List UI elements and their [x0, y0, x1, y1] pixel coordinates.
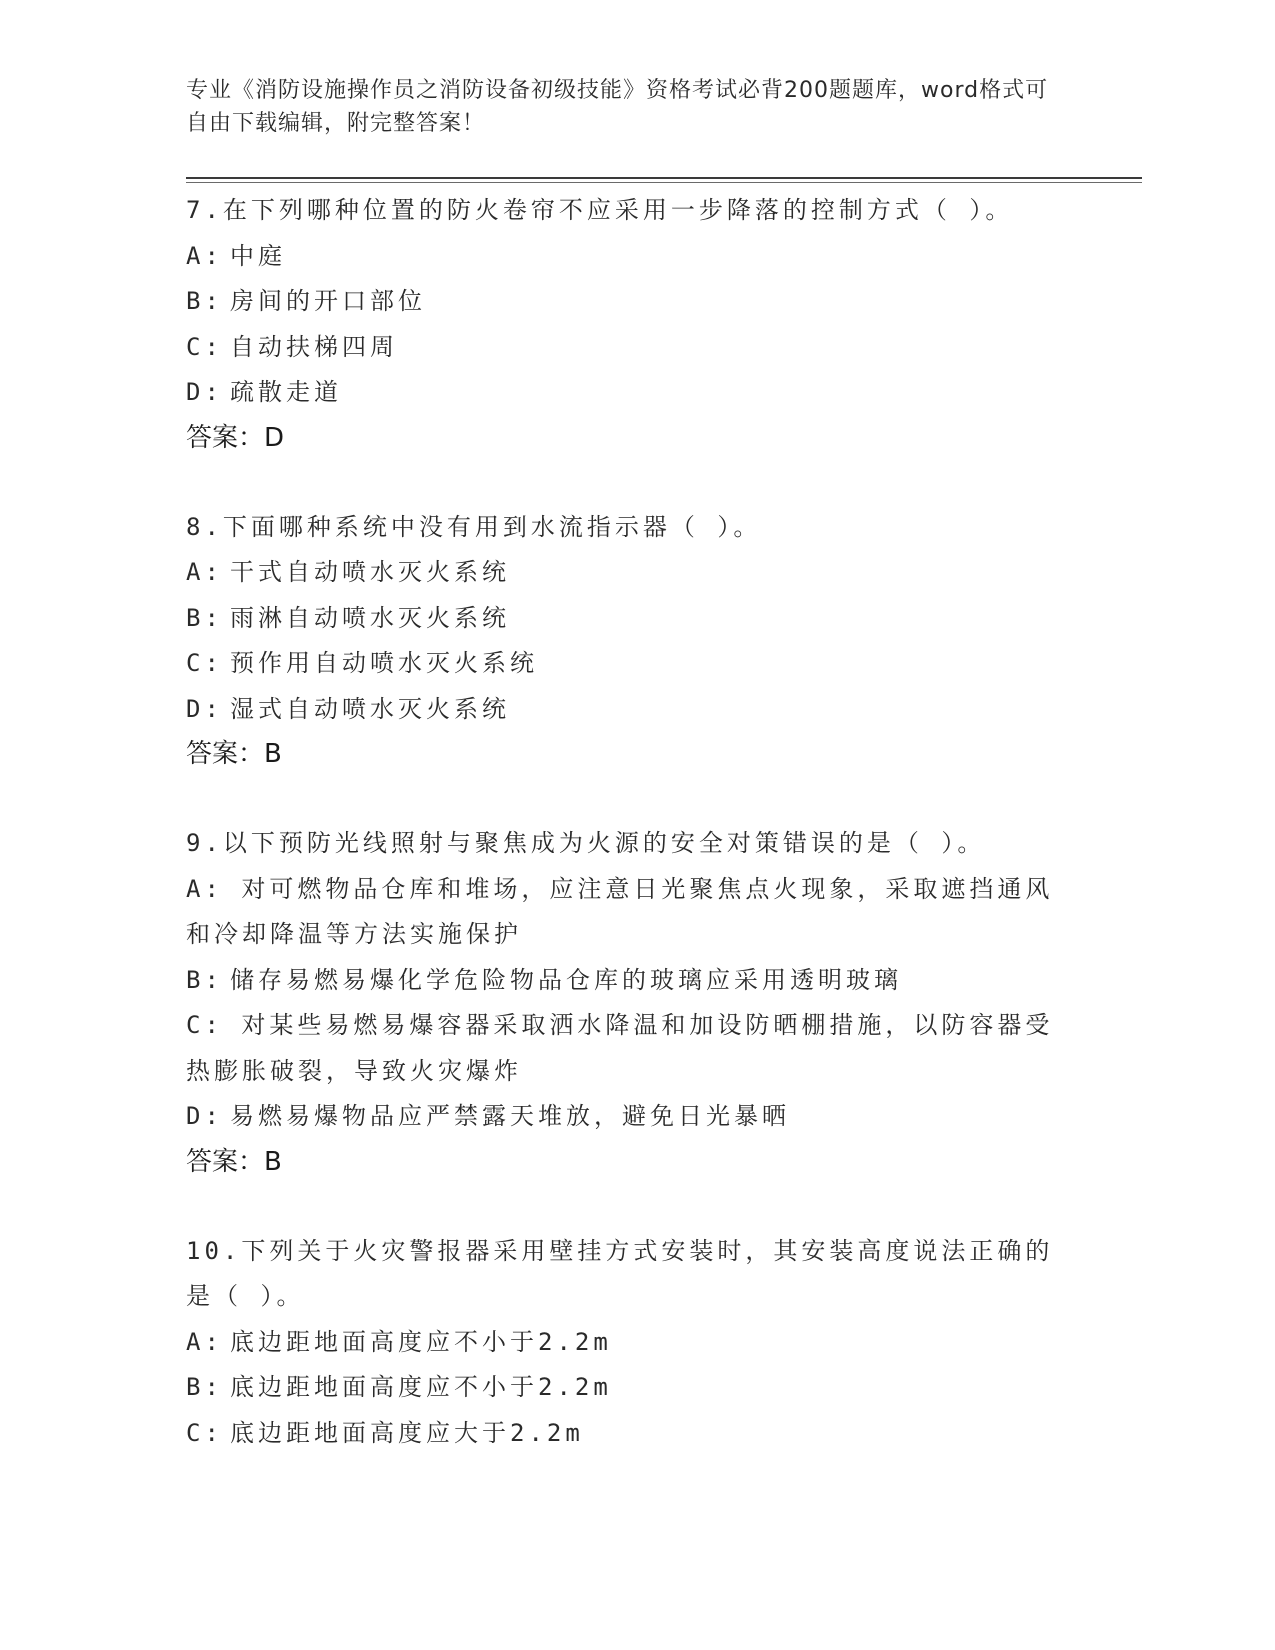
option-key: D:: [186, 694, 223, 723]
question-10: [186, 1229, 1066, 1457]
option-key: D:: [186, 378, 223, 406]
option-text: 自动扶梯四周: [230, 332, 398, 361]
question-stem: 9.以下预防光线照射与聚焦成为火源的安全对策错误的是（ ）。: [186, 829, 986, 857]
option-text: 底边距地面高度应不小于2.2m: [230, 1373, 612, 1401]
option-a: [186, 867, 1066, 958]
answer-line: 答案：B: [186, 1146, 282, 1177]
answer-line: 答案：D: [186, 422, 285, 453]
option-d: [186, 1094, 1066, 1140]
question-7: [186, 188, 1066, 461]
option-c: [186, 1411, 1066, 1457]
option-c: [186, 325, 1066, 371]
option-b: [186, 596, 1066, 642]
option-text: 储存易燃易爆化学危险物品仓库的玻璃应采用透明玻璃: [230, 965, 902, 994]
option-key: B:: [186, 287, 223, 315]
option-key: A:: [186, 241, 223, 270]
document-intro: 专业《消防设施操作员之消防设备初级技能》资格考试必背200题题库，word格式可自由下载编辑，附完整答案！: [186, 78, 1049, 136]
option-key: A:: [186, 558, 223, 586]
option-key: B:: [186, 1373, 223, 1401]
option-d: [186, 370, 1066, 416]
question-stem: 10.下列关于火灾警报器采用壁挂方式安装时，其安装高度说法正确的是（ ）。: [186, 1236, 1054, 1310]
option-b: [186, 1365, 1066, 1411]
option-text: 易燃易爆物品应严禁露天堆放，避免日光暴晒: [230, 1102, 790, 1130]
option-key: D:: [186, 1102, 223, 1130]
option-text: 房间的开口部位: [230, 287, 426, 315]
option-c: [186, 641, 1066, 687]
question-list: [186, 188, 1066, 1500]
option-text: 底边距地面高度应不小于2.2m: [230, 1327, 612, 1356]
option-b: [186, 279, 1066, 325]
option-text: 干式自动喷水灭火系统: [230, 558, 510, 586]
option-d: [186, 687, 1066, 733]
question-8: [186, 505, 1066, 778]
option-text: 疏散走道: [230, 378, 342, 406]
option-text: 底边距地面高度应大于2.2m: [230, 1418, 584, 1447]
option-text: 中庭: [230, 241, 286, 270]
option-text: 预作用自动喷水灭火系统: [230, 649, 538, 677]
option-text: 对可燃物品仓库和堆场，应注意日光聚焦点火现象，采取遮挡通风和冷却降温等方法实施保护: [186, 874, 1054, 948]
option-key: B:: [186, 965, 223, 994]
question-stem: 8.下面哪种系统中没有用到水流指示器（ ）。: [186, 512, 762, 541]
option-text: 雨淋自动喷水灭火系统: [230, 603, 510, 632]
option-key: C:: [186, 1011, 223, 1039]
option-c: [186, 1003, 1066, 1094]
option-text: 对某些易燃易爆容器采取洒水降温和加设防晒棚措施，以防容器受热膨胀破裂，导致火灾爆炸: [186, 1011, 1054, 1085]
option-a: [186, 550, 1066, 596]
question-stem: 7.在下列哪种位置的防火卷帘不应采用一步降落的控制方式（ ）。: [186, 196, 1014, 224]
option-key: C:: [186, 332, 223, 361]
answer-line: 答案：B: [186, 739, 282, 769]
question-9: [186, 821, 1066, 1185]
option-key: A:: [186, 874, 223, 903]
option-key: B:: [186, 603, 223, 632]
header-divider-thin: [186, 182, 1142, 183]
option-a: [186, 1320, 1066, 1366]
option-key: C:: [186, 1418, 223, 1447]
option-key: C:: [186, 649, 223, 677]
option-a: [186, 234, 1066, 280]
header-divider-thick: [186, 177, 1142, 179]
option-b: [186, 958, 1066, 1004]
option-key: A:: [186, 1327, 223, 1356]
option-text: 湿式自动喷水灭火系统: [230, 694, 510, 723]
